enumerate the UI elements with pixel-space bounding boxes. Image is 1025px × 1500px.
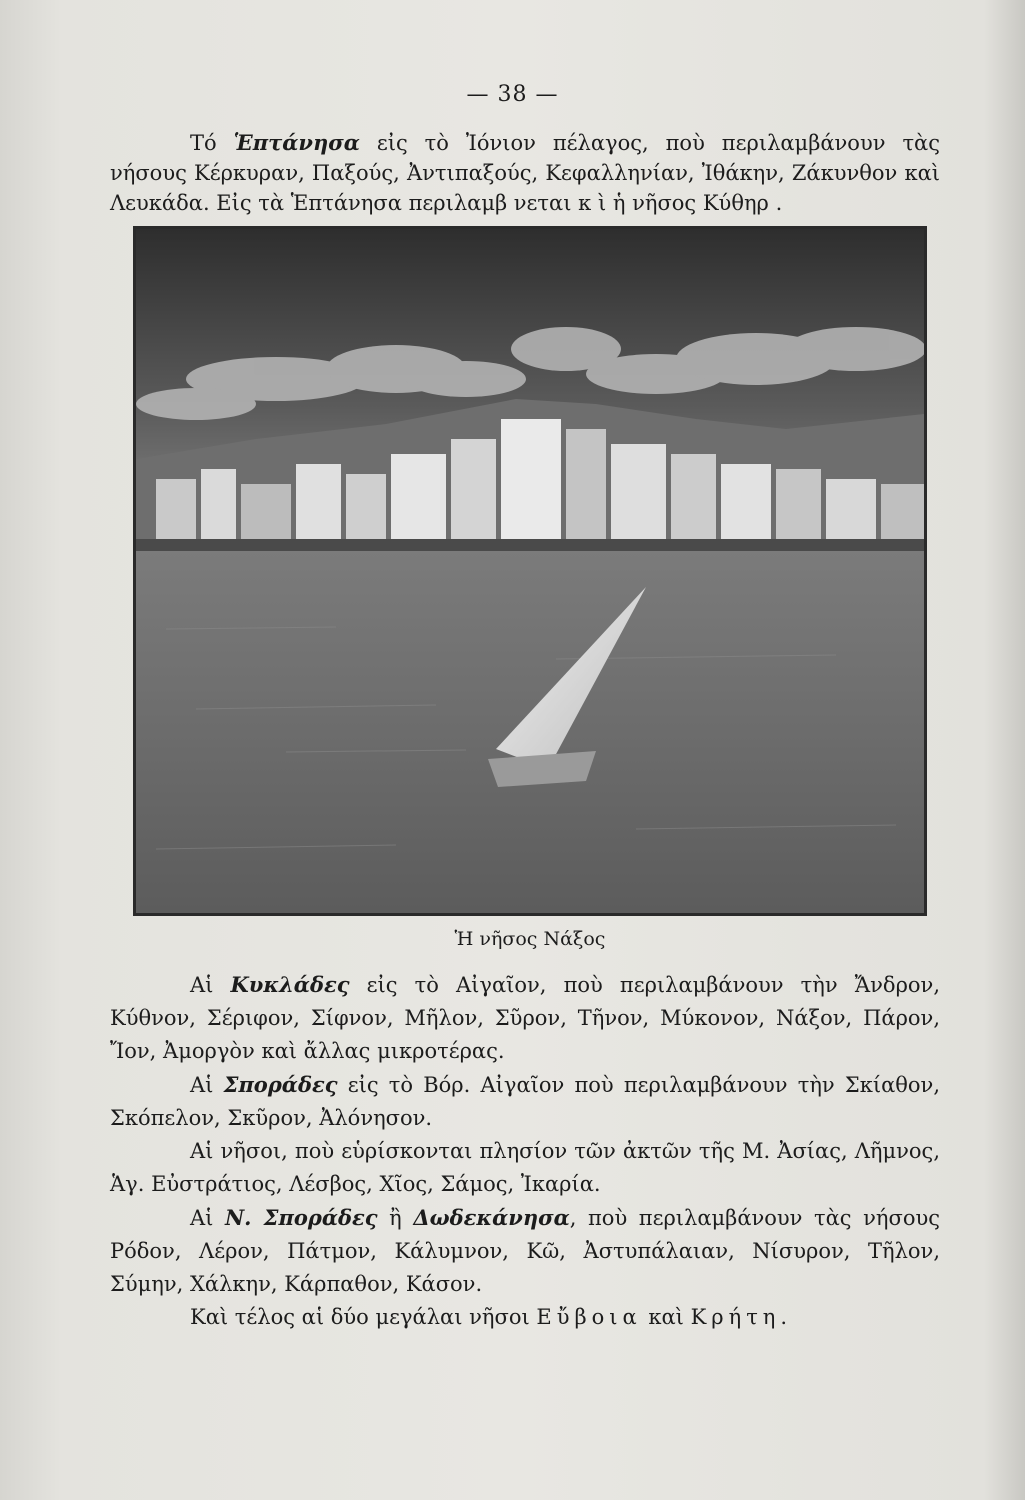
finale-paragraph (110, 1301, 940, 1334)
intro-text-lead: Τό (190, 131, 234, 155)
page-number: — 38 — (466, 82, 559, 107)
islands-text (110, 968, 940, 1334)
crete-term: Κρήτη (690, 1305, 781, 1329)
dodecanese-text: , ποὺ περιλαμβάνουν τὰς νήσους Ρόδον, Λέρον, Πάτμον, Κάλυμνον, Κῶ, Ἀστυπάλαιαν, Νίσυρον, Τῆλον, Σύμην, Χάλκην, Κάρπαθον, Κάσον. (110, 1206, 940, 1296)
asia-islands-paragraph (110, 1135, 940, 1201)
cyclades-paragraph (110, 968, 940, 1068)
cyclades-term: Κυκλάδες (230, 972, 350, 997)
dodecanese-lead: Αἱ (190, 1206, 225, 1230)
naxos-photo-illustration (136, 229, 924, 913)
dodecanese-paragraph (110, 1201, 940, 1301)
finale-mid: καὶ (641, 1305, 691, 1329)
asia-islands-text: Αἱ νῆσοι, ποὺ εὑρίσκονται πλησίον τῶν ἀκτῶν τῆς Μ. Ἀσίας, Λῆμνος, Ἁγ. Εὐστράτιος, Λέσβος, Χῖος, Σάμος, Ἰκαρία. (110, 1139, 940, 1196)
cyclades-lead: Αἱ (190, 973, 231, 997)
south-sporades-term: Ν. Σποράδες (224, 1205, 378, 1230)
finale-lead: Καὶ τέλος αἱ δύο μεγάλαι νῆσοι (190, 1305, 537, 1329)
cyclades-text: εἰς τὸ Αἰγαῖον, ποὺ περιλαμβάνουν τὴν Ἄνδρον, Κύθνον, Σέριφον, Σίφνον, Μῆλον, Σῦρον, Τῆνον, Μύκονον, Νάξον, Πάρον, Ἴον, Ἀμοργὸν καὶ ἄλλας μικροτέρας. (110, 973, 940, 1063)
sporades-text: εἰς τὸ Βόρ. Αἰγαῖον ποὺ περιλαμβάνουν τὴν Σκίαθον, Σκόπελον, Σκῦρον, Ἀλόνησον. (110, 1073, 940, 1130)
dodecanese-mid: ἢ (377, 1206, 414, 1230)
sporades-paragraph (110, 1068, 940, 1135)
sporades-lead: Αἱ (190, 1073, 224, 1097)
intro-paragraph (110, 128, 940, 218)
intro-text-rest: εἰς τὸ Ἰόνιον πέλαγος, ποὺ περιλαμβάνουν τὰς νήσους Κέρκυραν, Παξούς, Ἀντιπαξούς, Κεφαλληνίαν, Ἰθάκην, Ζάκυνθον καὶ Λευκάδα. Εἰς τὰ Ἑπτάνησα περιλαμβ νεται κ ὶ ἡ νῆσος Κύθηρ . (110, 131, 941, 215)
finale-end: . (780, 1305, 788, 1329)
heptanese-term: Ἑπτάνησα (233, 130, 360, 155)
waterfront (136, 539, 924, 551)
sporades-term: Σποράδες (223, 1072, 338, 1097)
dodecanese-term: Δωδεκάνησα (413, 1205, 570, 1230)
photo-caption: Ἡ νῆσος Νάξος (454, 928, 606, 950)
naxos-photograph (133, 226, 927, 916)
evia-term: Εὔβοια (536, 1305, 642, 1329)
